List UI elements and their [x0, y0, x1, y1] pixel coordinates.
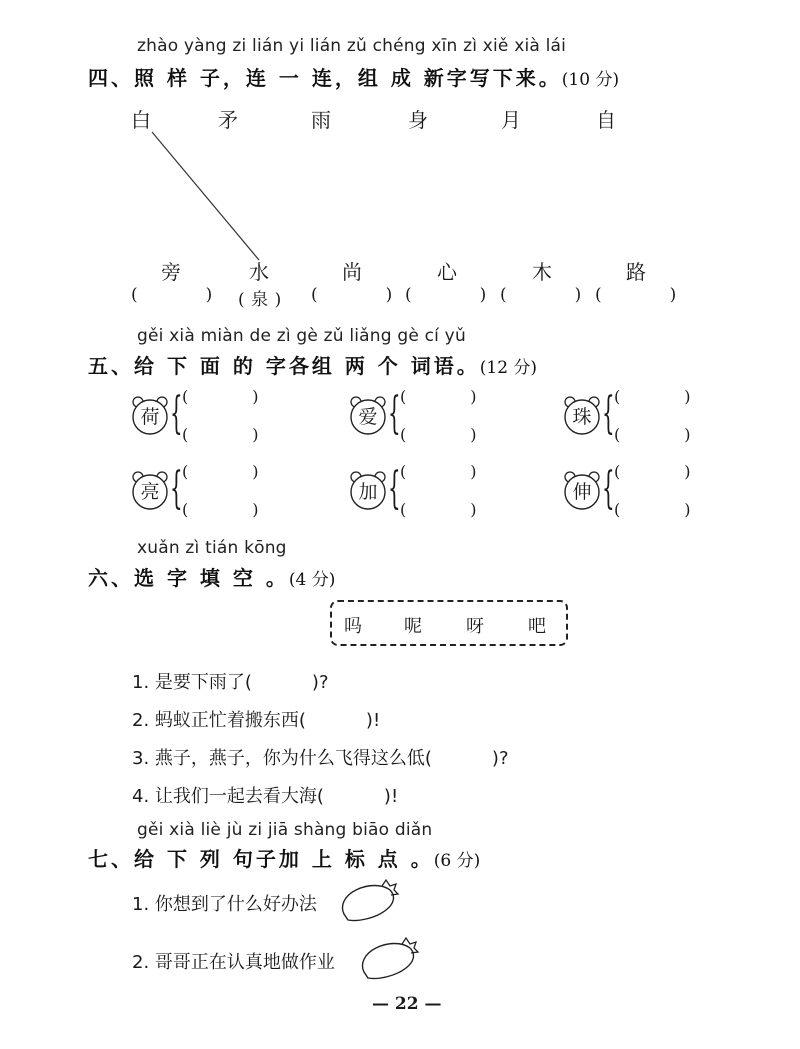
- bear-badge-5: [346, 468, 390, 512]
- bottom-char-6: 路: [626, 260, 646, 284]
- section4-score: (10 分): [561, 70, 620, 90]
- option-word: 吧: [528, 616, 546, 637]
- word-char: 珠: [572, 406, 592, 428]
- top-char-3: 雨: [311, 108, 331, 132]
- strawberry-icon[interactable]: [358, 934, 420, 982]
- answer-blank-5[interactable]: ( ): [500, 285, 582, 305]
- fill-sentence-4: 4. 让我们一起去看大海( )!: [132, 786, 399, 807]
- strawberry-icon[interactable]: [338, 876, 400, 924]
- word-char: 伸: [572, 481, 592, 503]
- section5-title: [88, 350, 537, 379]
- section7-score: (6 分): [433, 851, 481, 871]
- section6-score: (4 分): [288, 570, 336, 590]
- brace: {: [388, 463, 401, 514]
- section7-title: [88, 843, 480, 872]
- word-blank[interactable]: ( ): [182, 425, 259, 444]
- word-blank[interactable]: ( ): [400, 500, 477, 519]
- word-char: 亮: [140, 481, 160, 503]
- word-blank[interactable]: ( ): [182, 462, 259, 481]
- brace: {: [388, 388, 401, 439]
- section5-score: (12 分): [479, 358, 538, 378]
- top-char-2: 矛: [218, 108, 238, 132]
- bottom-char-2: 水: [249, 260, 269, 284]
- brace: {: [170, 388, 183, 439]
- section6-pinyin: xuǎn zì tián kōng: [137, 538, 287, 558]
- word-blank[interactable]: ( ): [400, 462, 477, 481]
- bear-badge-6: [560, 468, 604, 512]
- word-blank[interactable]: ( ): [614, 425, 691, 444]
- section7-title-text: 七、给 下 列 句子加 上 标 点 。: [88, 847, 434, 871]
- top-char-5: 月: [501, 108, 521, 132]
- brace: {: [170, 463, 183, 514]
- section7-pinyin: gěi xià liè jù zi jiā shàng biāo diǎn: [137, 820, 433, 840]
- section4-title-text: 四、照 样 子，连 一 连，组 成 新字写下来。: [88, 66, 562, 90]
- bottom-char-1: 旁: [161, 260, 181, 284]
- bottom-char-3: 尚: [342, 260, 362, 284]
- word-blank[interactable]: ( ): [182, 387, 259, 406]
- section6-title-text: 六、选 字 填 空 。: [88, 566, 289, 590]
- brace: {: [602, 463, 615, 514]
- fill-sentence-1: 1. 是要下雨了( )?: [132, 672, 329, 693]
- section5-pinyin: gěi xià miàn de zì gè zǔ liǎng gè cí yǔ: [137, 326, 466, 346]
- word-blank[interactable]: ( ): [400, 387, 477, 406]
- answer-blank-3[interactable]: ( ): [311, 285, 393, 305]
- page-number: — 22 —: [372, 994, 442, 1014]
- top-char-1: 白: [131, 108, 151, 132]
- bear-badge-3: [560, 393, 604, 437]
- word-option-box: [330, 600, 568, 646]
- answer-blank-1[interactable]: ( ): [131, 285, 213, 305]
- word-blank[interactable]: ( ): [614, 387, 691, 406]
- bottom-char-5: 木: [532, 260, 552, 284]
- bear-badge-1: [128, 393, 172, 437]
- section6-title: [88, 562, 335, 591]
- option-word: 吗: [344, 616, 362, 637]
- word-blank[interactable]: ( ): [614, 500, 691, 519]
- section5-title-text: 五、给 下 面 的 字各组 两 个 词语。: [88, 354, 480, 378]
- word-blank[interactable]: ( ): [182, 500, 259, 519]
- top-char-4: 身: [408, 108, 428, 132]
- option-word: 呀: [466, 616, 484, 637]
- punct-sentence-1: 1. 你想到了什么好办法: [132, 894, 317, 915]
- option-word: 呢: [404, 616, 422, 637]
- word-blank[interactable]: ( ): [614, 462, 691, 481]
- word-char: 加: [358, 481, 378, 503]
- bear-badge-4: [128, 468, 172, 512]
- answer-blank-4[interactable]: ( ): [405, 285, 487, 305]
- answer-blank-6[interactable]: ( ): [595, 285, 677, 305]
- fill-sentence-2: 2. 蚂蚁正忙着搬东西( )!: [132, 710, 381, 731]
- word-char: 荷: [140, 406, 160, 428]
- fill-sentence-3: 3. 燕子，燕子，你为什么飞得这么低( )?: [132, 748, 509, 769]
- answer-blank-2[interactable]: ( 泉 ): [238, 290, 282, 310]
- brace: {: [602, 388, 615, 439]
- punct-sentence-2: 2. 哥哥正在认真地做作业: [132, 952, 335, 973]
- bottom-char-4: 心: [437, 260, 457, 284]
- word-blank[interactable]: ( ): [400, 425, 477, 444]
- bear-badge-2: [346, 393, 390, 437]
- section4-pinyin: zhào yàng zi lián yi lián zǔ chéng xīn zì xiě xià lái: [137, 36, 567, 56]
- top-char-6: 自: [596, 108, 616, 132]
- word-char: 爱: [358, 406, 378, 428]
